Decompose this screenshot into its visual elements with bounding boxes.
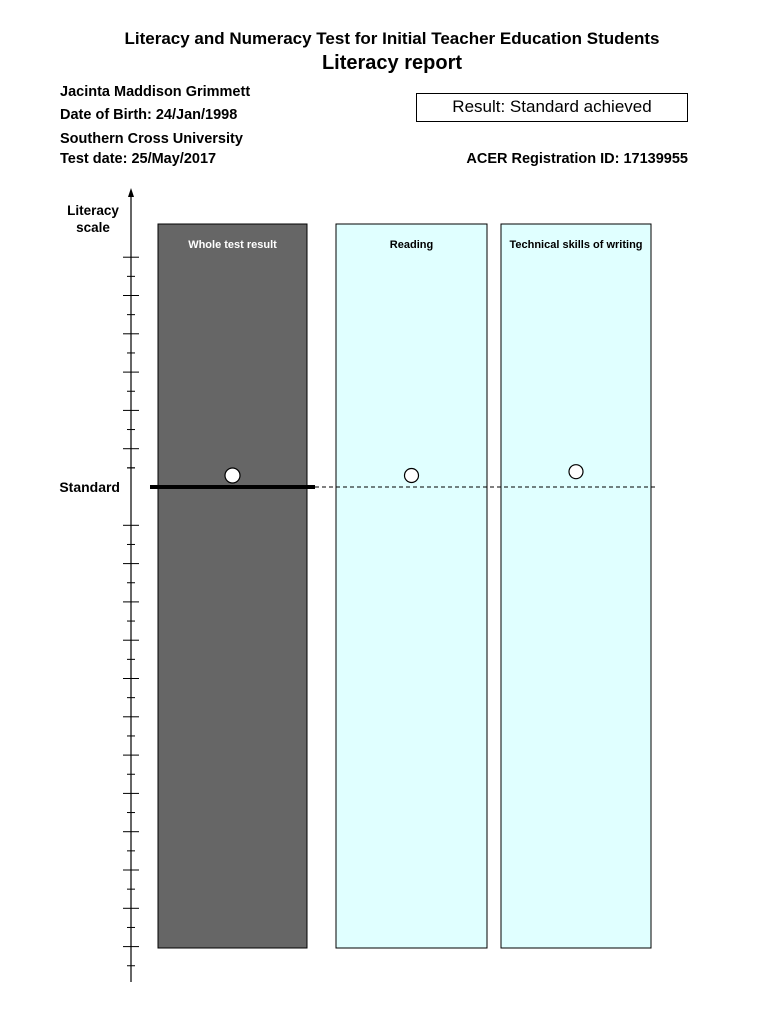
candidate-name: Jacinta Maddison Grimmett [60, 84, 251, 100]
result-marker [225, 468, 240, 483]
category-panel [158, 224, 307, 948]
category-panel [336, 224, 487, 948]
y-axis-title-line: Literacy [67, 203, 119, 218]
y-axis-title-line: scale [76, 220, 110, 235]
report-subtitle: Literacy report [321, 52, 463, 74]
category-label: Whole test result [188, 239, 277, 251]
y-axis-arrow-icon [128, 188, 134, 197]
category-panel [501, 224, 651, 948]
registration-id: ACER Registration ID: 17139955 [466, 151, 688, 167]
test-date: Test date: 25/May/2017 [60, 151, 217, 167]
university-name: Southern Cross University [60, 131, 243, 147]
result-box: Result: Standard achieved [416, 93, 688, 122]
category-label: Reading [389, 239, 434, 251]
date-of-birth: Date of Birth: 24/Jan/1998 [60, 107, 238, 123]
result-marker [405, 469, 419, 483]
category-label: Technical skills of writing [509, 239, 643, 251]
report-title: Literacy and Numeracy Test for Initial Teacher Education Students [124, 29, 660, 48]
standard-label: Standard [59, 479, 120, 495]
result-marker [569, 465, 583, 479]
